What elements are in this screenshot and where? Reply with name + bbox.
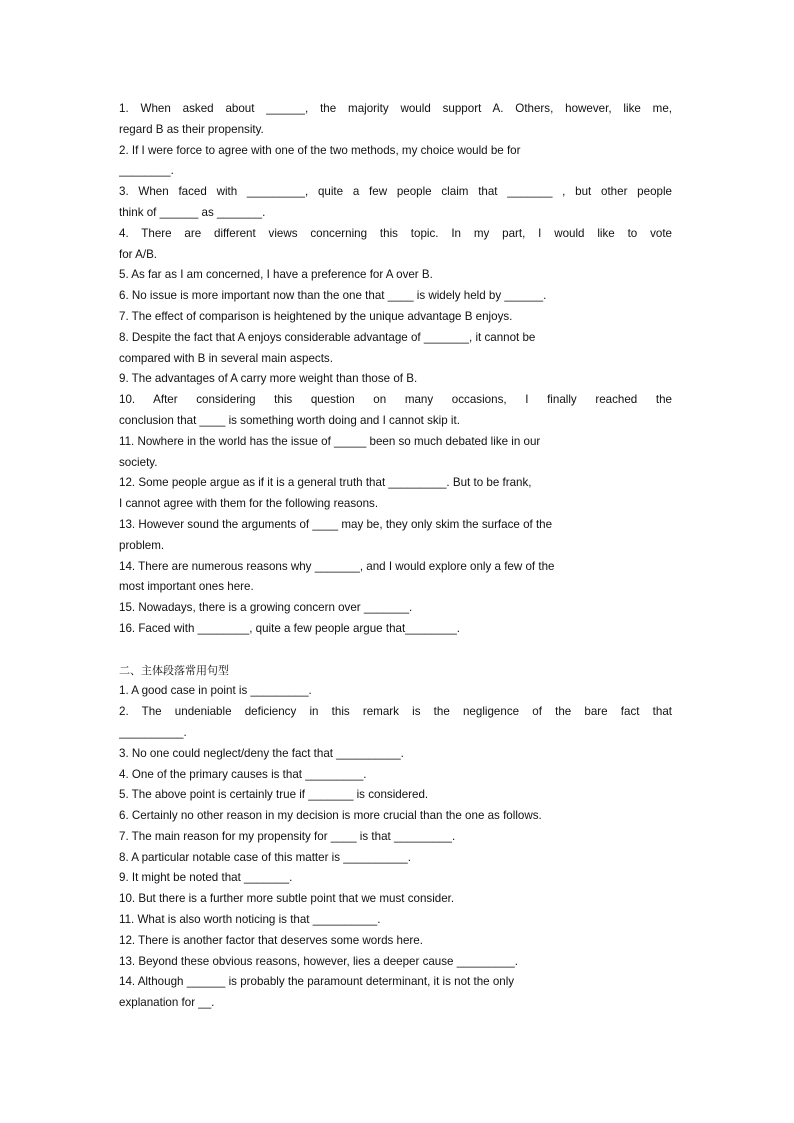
sentence-line: regard B as their propensity. <box>119 122 264 136</box>
sentence-line: I cannot agree with them for the following reasons. <box>119 497 379 511</box>
sentence-line: 7. The main reason for my propensity for ____ is that _________. <box>119 829 456 843</box>
sentence-line: 6. Certainly no other reason in my decision is more crucial than the one as follows. <box>119 809 542 823</box>
sentence-line: 11. What is also worth noticing is that __________. <box>119 913 381 927</box>
sentence-line: 8. A particular notable case of this matter is __________. <box>119 850 411 864</box>
opening-sentences-list <box>119 99 672 640</box>
sentence-line: problem. <box>119 538 165 552</box>
sentence-line: compared with B in several main aspects. <box>119 351 333 365</box>
sentence-line: 10. After considering this question on many occasions, I finally reached the <box>119 393 672 407</box>
sentence-line: conclusion that ____ is something worth doing and I cannot skip it. <box>119 413 460 427</box>
sentence-line: 2. If I were force to agree with one of the two methods, my choice would be for <box>119 143 521 157</box>
sentence-line: 2. The undeniable deficiency in this remark is the negligence of the bare fact that <box>119 705 672 719</box>
sentence-line: most important ones here. <box>119 580 254 594</box>
sentence-line: 12. There is another factor that deserves some words here. <box>119 933 423 947</box>
sentence-line: 13. However sound the arguments of ____ may be, they only skim the surface of the <box>119 517 553 531</box>
sentence-line: 16. Faced with ________, quite a few people argue that________. <box>119 621 460 635</box>
sentence-line: 12. Some people argue as if it is a general truth that _________. But to be frank, <box>119 476 532 490</box>
sentence-line: 11. Nowhere in the world has the issue of _____ been so much debated like in our <box>119 434 541 448</box>
section-spacer <box>119 640 672 661</box>
sentence-line: 3. No one could neglect/deny the fact that __________. <box>119 746 404 760</box>
sentence-line: 4. There are different views concerning this topic. In my part, I would like to vote <box>119 226 672 240</box>
sentence-line: __________. <box>119 725 187 739</box>
sentence-line: 1. When asked about ______, the majority would support A. Others, however, like me, <box>119 102 672 115</box>
sentence-line: 3. When faced with _________, quite a few people claim that _______ , but other people <box>119 185 672 199</box>
sentence-line: 9. The advantages of A carry more weight than those of B. <box>119 372 418 386</box>
sentence-line: explanation for __. <box>119 996 215 1010</box>
sentence-line: 7. The effect of comparison is heightened by the unique advantage B enjoys. <box>119 309 513 323</box>
sentence-line: for A/B. <box>119 247 158 261</box>
document-content <box>119 99 672 1014</box>
sentence-line: 8. Despite the fact that A enjoys considerable advantage of _______, it cannot be <box>119 330 536 344</box>
sentence-line: 6. No issue is more important now than the one that ____ is widely held by ______. <box>119 289 547 303</box>
sentence-line: 14. Although ______ is probably the paramount determinant, it is not the only <box>119 975 515 989</box>
sentence-line: 13. Beyond these obvious reasons, however, lies a deeper cause _________. <box>119 954 518 968</box>
sentence-line: 1. A good case in point is _________. <box>119 684 312 698</box>
sentence-line: 4. One of the primary causes is that _________. <box>119 767 367 781</box>
sentence-line: society. <box>119 455 158 469</box>
sentence-line: 10. But there is a further more subtle point that we must consider. <box>119 892 455 906</box>
sentence-line: 15. Nowadays, there is a growing concern over _______. <box>119 601 413 615</box>
sentence-line: think of ______ as _______. <box>119 205 266 219</box>
sentence-line: ________. <box>119 164 174 178</box>
sentence-line: 14. There are numerous reasons why _______, and I would explore only a few of the <box>119 559 555 573</box>
sentence-line: 5. As far as I am concerned, I have a preference for A over B. <box>119 268 433 282</box>
sentence-line: 9. It might be noted that _______. <box>119 871 293 885</box>
sentence-line: 5. The above point is certainly true if _______ is considered. <box>119 788 429 802</box>
body-paragraph-sentences-list <box>119 681 672 1014</box>
section-heading: 二、主体段落常用句型 <box>119 663 229 677</box>
